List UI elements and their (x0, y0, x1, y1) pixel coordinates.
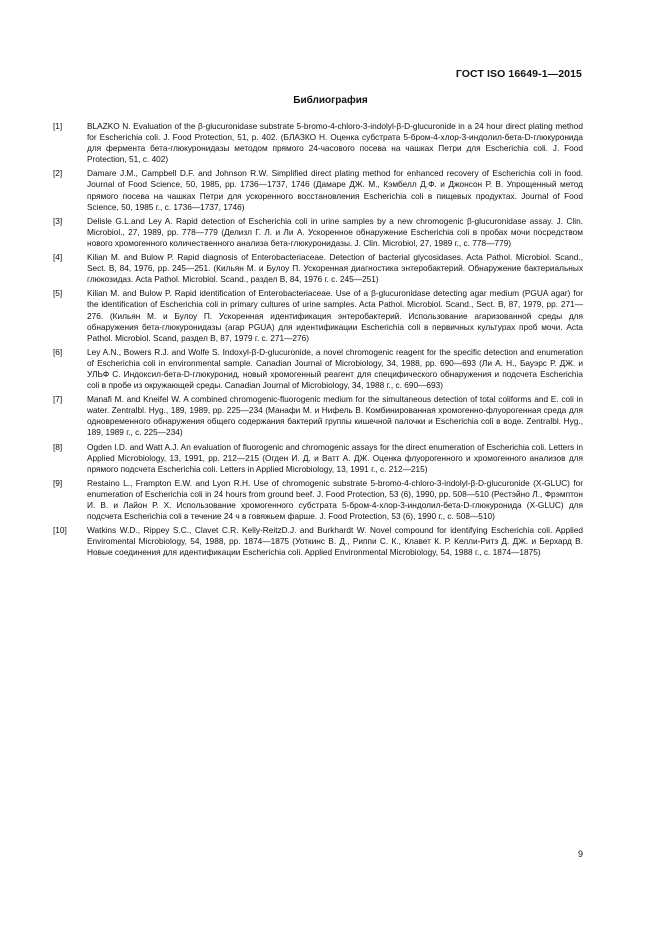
reference-text: Ley A.N., Bowers R.J. and Wolfe S. Indoxyl-β-D-glucuronide, a novel chromogenic reagent for the specific detection and enumeration of Escherichia coli in environmental sample. Canadian Journal of Microbiology, 34, 1988, pp. 690—693 (Ли А. Н., Бауэрс Р. ДЖ. и УЛЬФ С. Индоксил-бета-D-глюкуронид, новый хромогенный реагент для специфического обнаружения и подсчета Escherichia coli в пробе из окружающей среды. Canadian Journal of Microbiology, 34, 1988 г., с. 690—693) (87, 346, 583, 391)
reference-text: Ogden I.D. and Watt A.J. An evaluation of fluorogenic and chromogenic assays for the direct enumeration of Escherichia coli. Letters in Applied Microbiology, 13, 1991, pp. 212—215 (Огден И. Д. и Ватт А. ДЖ. Оценка флуорогенного и хромогенного анализов для прямого подсчета Escherichia coli. Letters in Applied Microbiology, 13, 1991 г., с. 212—215) (87, 441, 583, 474)
reference-item (53, 168, 583, 212)
reference-text: BLAZKO N. Evaluation of the β-glucuronidase substrate 5-bromo-4-chloro-3-indolyl-β-D-glucuronide in a 24 hour direct plating method for Escherichia coli. J. Food Protection, 51, p. 402. (БЛАЗКО Н. Оценка субстрата 5-бром-4-хлор-3-индолил-бета-D-глюкуронида для фермента бета-глюкуронидазы методом прямого 24-часового посева на чашках Петри для Escherichia coli. J. Food Protection, 51, с. 402) (87, 121, 583, 165)
reference-text: Delisle G.L.and Ley A. Rapid detection of Escherichia coli in urine samples by a new chromogenic β-glucuronidase assay. J. Clin. Microbiol., 27, 1989, pp. 778—779 (Делизл Г. Л. и Ли А. Ускоренное обнаружение Escherichia coli в пробах мочи посредством нового хромогенного количественного анализа бета-глюкуронидазы. J. Clin. Microbiol, 27, 1989 г., с. 778—779) (87, 215, 583, 248)
reference-item (53, 442, 583, 475)
reference-item (53, 252, 583, 285)
reference-item (53, 121, 583, 165)
reference-text: Kilian M. and Bulow P. Rapid identification of Enterobacteriaceae. Use of a β-glucuronidase detecting agar medium (PGUA agar) for the identification of Escherichia coli in primary cultures of urine samples. Acta Pathol. Microbiol. Scand., Sect. B, 87, 1979, pp. 271—276. (Кильян М. и Булоу П. Ускоренная идентификация энтеробактерий. Использование агаризованной среды для обнаружения бета-глюкуронидазы (агар PGUA) для идентификации Escherichia coli в первичных культурах проб мочи. Acta Pathol. Microbiol. Scand, раздел B, 87, 1979 г. с. 271—276) (87, 288, 583, 343)
reference-text: Kilian M. and Bulow P. Rapid diagnosis of Enterobacteriaceae. Detection of bacterial glycosidases. Acta Pathol. Microbiol. Scand., Sect. B, 84, 1976, pp. 245—251. (Кильян М. и Булоу П. Ускоренная диагностика энтеробактерий. Обнаружение бактериальных глюкозидаз. Acta Pathol. Microbiol. Scand., раздел B, 84, 1976 г. с. 245—251) (87, 252, 583, 285)
reference-list (53, 121, 583, 561)
reference-number: [1] (53, 121, 63, 131)
reference-number: [4] (53, 252, 63, 263)
reference-item (53, 478, 583, 522)
reference-number: [10] (53, 525, 67, 536)
reference-text: Damare J.M., Campbell D.F. and Johnson R.W. Simplified direct plating method for enhanced recovery of Escherichia coli in food. Journal of Food Science, 50, 1985, pp. 1736—1737, 1746 (Дамаре ДЖ. М., Кэмбелл Д.Ф. и Джонсон Р. В. Упрощенный метод прямого посева на чашках Петри для ускоренного восстановления Escherichia coli в пищевых продуктах. Journal of Food Science, 50, 1985 г., с. 1736—1737, 1746) (87, 168, 583, 212)
reference-item (53, 394, 583, 438)
reference-text: Manafi M. and Kneifel W. A combined chromogenic-fluorogenic medium for the simultaneous detection of total coliforms and E. coli in water. Zentralbl. Hyg., 189, 1989, pp. 225—234 (Манафи М. и Нифель В. Комбинированная хромогенно-флуорогенная среда для одновременного обнаружения общего содержания бактерий группы кишечной палочки и Escherichia coli в воде. Zentralbl. Hyg., 189, 1989 г., с. 225—234) (87, 394, 583, 438)
reference-text: Watkins W.D., Rippey S.C., Clavet C.R. Kelly-ReitzD.J. and Burkhardt W. Novel compound for identifying Escherichia coli. Applied Enviromental Microbiology, 54, 1988, pp. 1874—1875 (Уоткинс В. Д., Риппи С. К., Клавет К. Р. Келли-Ритз Д. ДЖ. и Берхард В. Новые соединения для идентификации Escherichia coli. Applied Environmental Microbiology, 54, 1988 г., с. 1874—1875) (87, 525, 583, 558)
reference-number: [8] (53, 441, 63, 452)
reference-number: [3] (53, 215, 63, 226)
reference-text: Restaino L., Frampton E.W. and Lyon R.H. Use of chromogenic substrate 5-bromo-4-chloro-3-indolyl-β-D-glucuronide (X-GLUC) for enumeration of Escherichia coli in 24 hours from ground beef. J. Food Protection, 53 (6), 1990, pp. 508—510 (Рестэйно Л., Фрэмптон И. В. и Лайон Р. Х. Использование хромогенного субстрата 5-бром-4-хлор-3-индолил-бета-D-глюкуронида (X-GLUC) для подсчета Escherichia coli в течение 24 ч в говяжьем фарше. J. Food Protection, 53 (6), 1990 г., с. 508—510) (87, 477, 583, 522)
reference-item (53, 288, 583, 343)
reference-number: [7] (53, 394, 63, 405)
reference-number: [2] (53, 168, 63, 179)
reference-number: [5] (53, 288, 63, 299)
reference-number: [9] (53, 477, 63, 488)
document-code: ГОСТ ISO 16649-1—2015 (455, 68, 582, 80)
section-title: Библиография (293, 95, 368, 106)
reference-item (53, 525, 583, 558)
reference-item (53, 216, 583, 249)
reference-number: [6] (53, 346, 63, 357)
reference-item (53, 347, 583, 391)
page-number: 9 (577, 849, 583, 859)
